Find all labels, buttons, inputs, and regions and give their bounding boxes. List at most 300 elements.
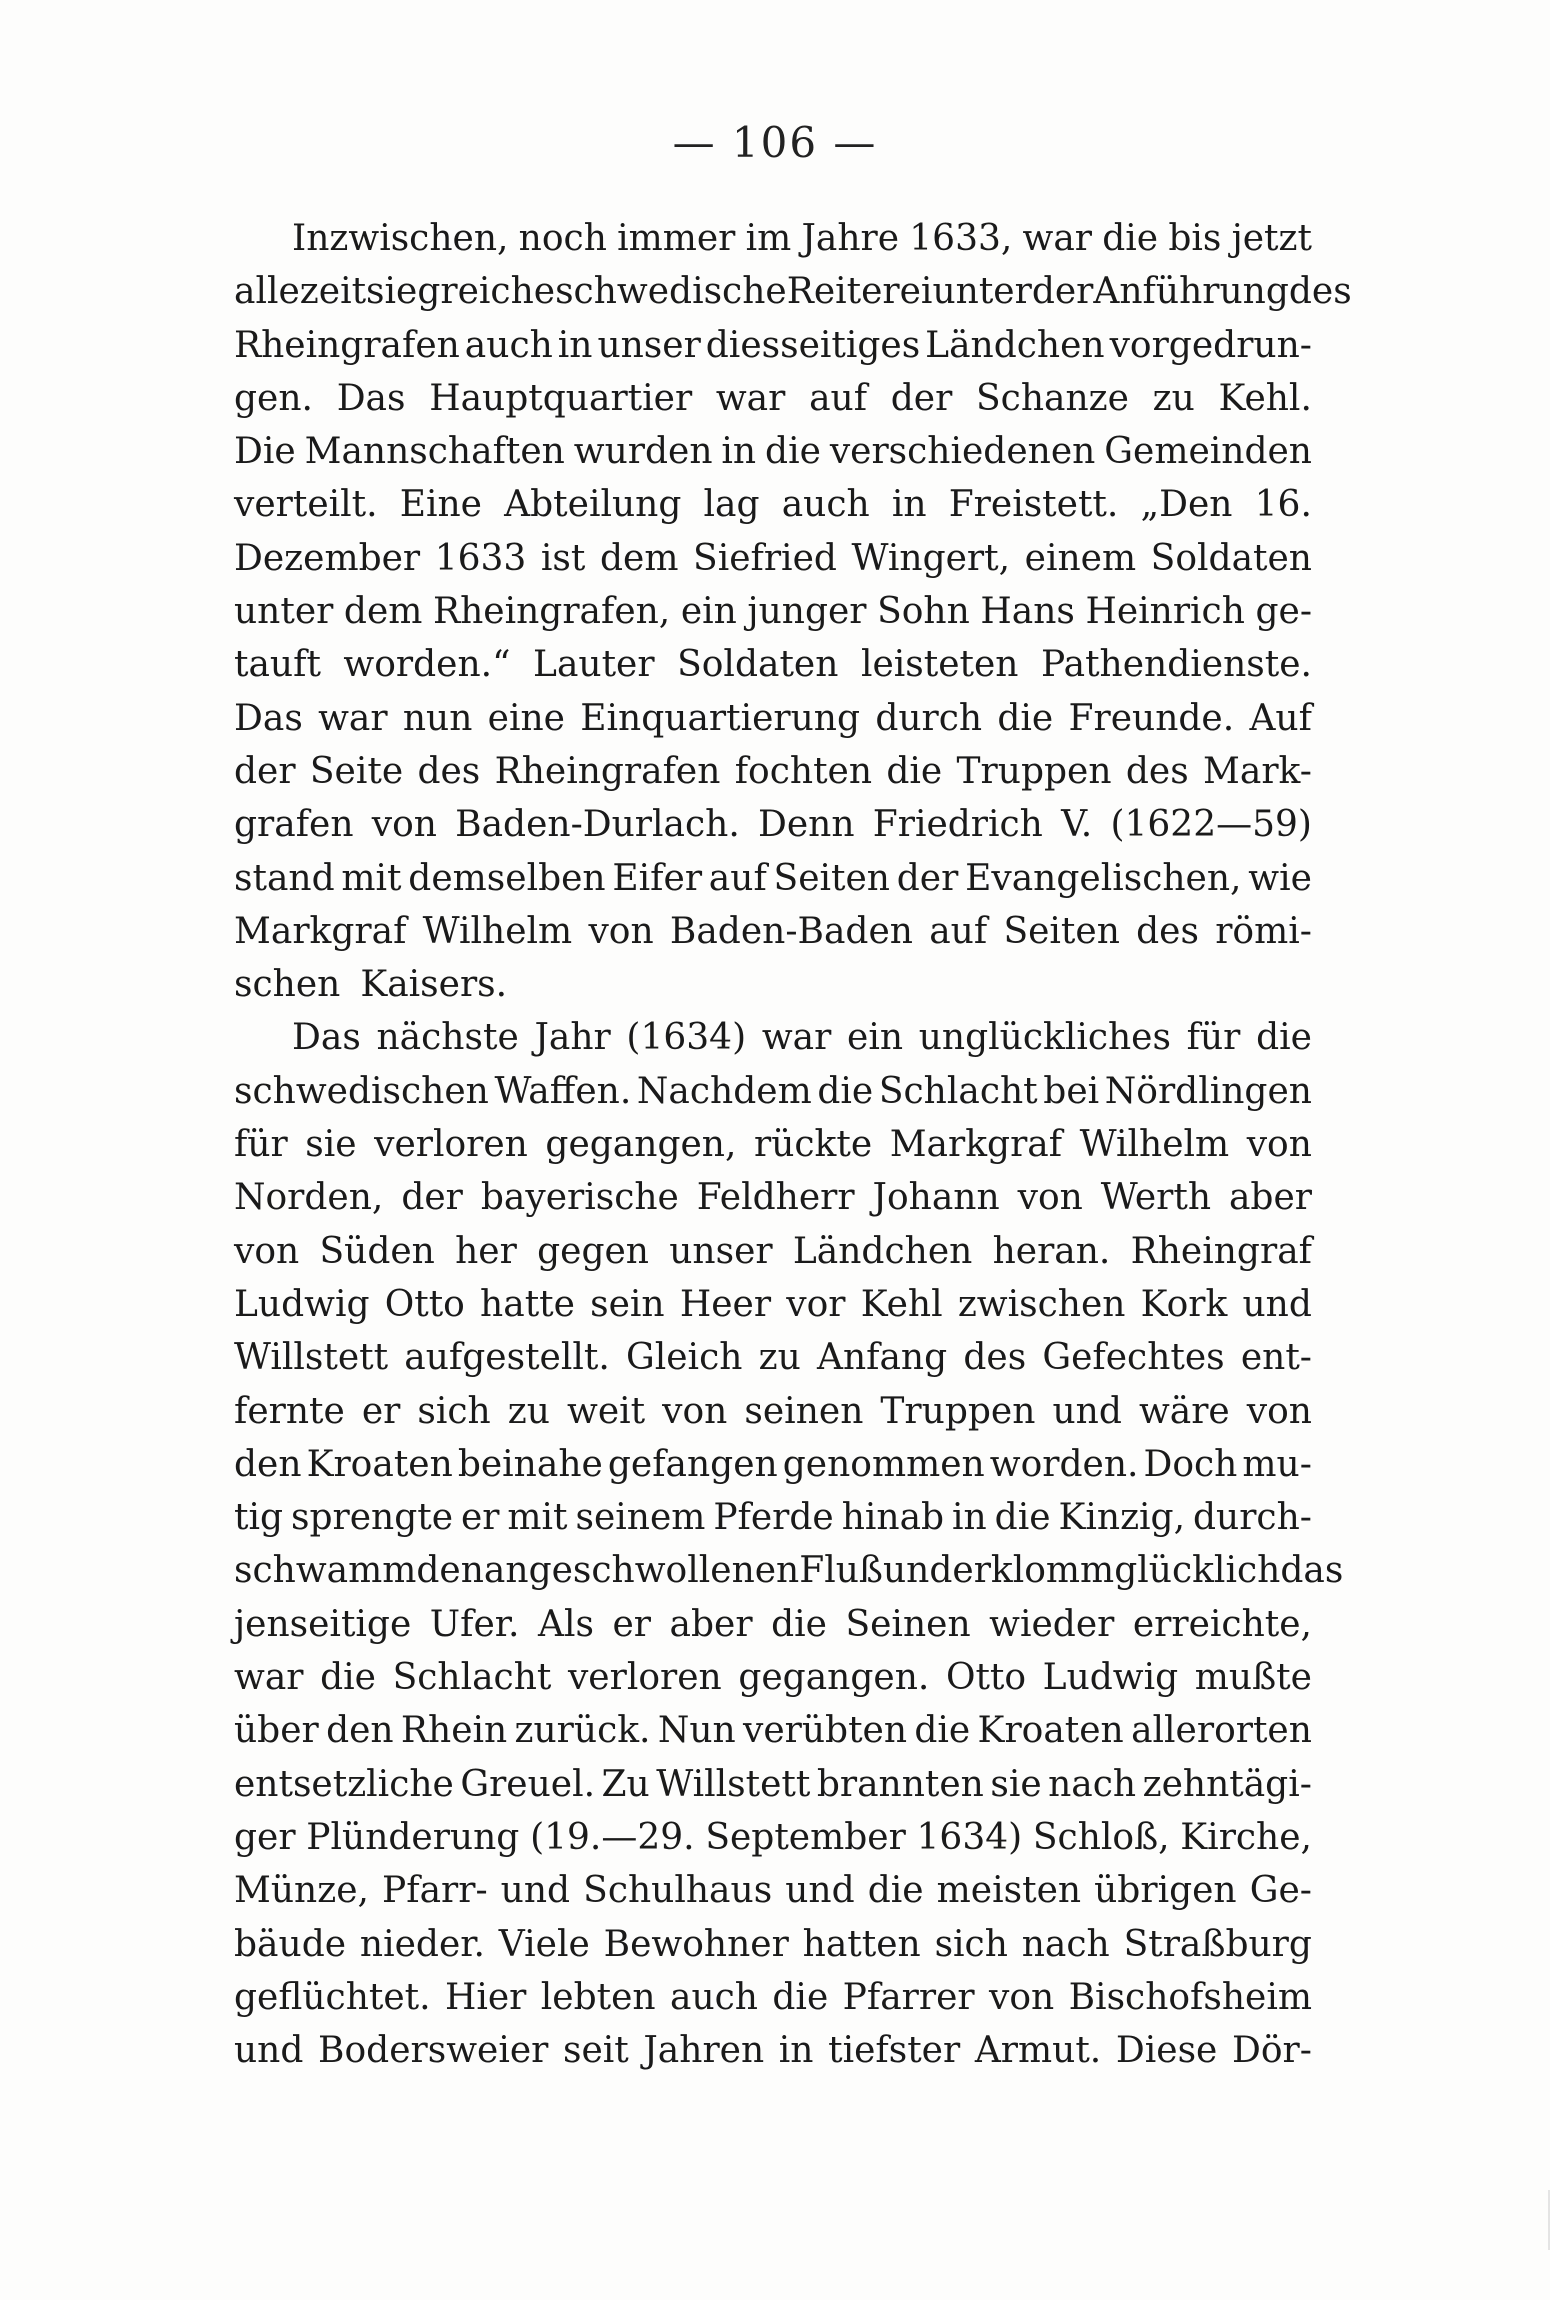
- word: im: [745, 218, 792, 259]
- word: seinen: [744, 1390, 864, 1432]
- word: Kehl: [860, 1283, 943, 1325]
- word: wurden: [573, 431, 713, 473]
- word: schen: [234, 964, 341, 1006]
- word: bis: [1168, 218, 1222, 259]
- word: sich: [417, 1390, 491, 1432]
- word: verloren: [567, 1657, 722, 1699]
- word: Jahre: [801, 218, 900, 259]
- word: war: [318, 697, 388, 739]
- word: September: [705, 1816, 906, 1858]
- word: (19.—29.: [530, 1816, 695, 1858]
- word: 1634): [916, 1816, 1023, 1858]
- word: rückte: [753, 1124, 873, 1166]
- page-number: — 106 —: [672, 118, 878, 167]
- text-line: [234, 692, 1312, 745]
- word: Ländchen: [792, 1230, 973, 1272]
- word: Schulhaus: [583, 1870, 773, 1912]
- word: Gleich: [625, 1337, 743, 1379]
- word: Markgraf: [234, 910, 407, 952]
- word: Anfang: [816, 1337, 948, 1379]
- word: zehntägi-: [1142, 1763, 1312, 1805]
- word: Schlacht: [878, 1070, 1038, 1112]
- text-line: [234, 478, 1312, 531]
- word: gegangen.: [738, 1657, 930, 1699]
- word: Wilhelm: [1079, 1124, 1230, 1166]
- word: Bodersweier: [318, 2030, 549, 2072]
- word: siegreiche: [366, 271, 556, 313]
- word: Pfarr-: [382, 1870, 488, 1912]
- word: Nun: [657, 1710, 736, 1752]
- word: mußte: [1194, 1657, 1312, 1699]
- word: Rheingrafen: [234, 324, 460, 366]
- word: sie: [305, 1124, 357, 1166]
- text-line: [234, 1171, 1312, 1224]
- word: Doch: [1143, 1443, 1238, 1485]
- text-line: [234, 638, 1312, 691]
- text-line: [234, 1331, 1312, 1384]
- word: lebten: [540, 1976, 656, 2018]
- word: 16.: [1254, 484, 1312, 526]
- word: Kork: [1140, 1283, 1228, 1325]
- word: Das: [292, 1017, 361, 1059]
- word: aufgestellt.: [404, 1337, 610, 1379]
- word: beinahe: [457, 1443, 603, 1485]
- word: Truppen: [956, 750, 1112, 792]
- word: unter: [932, 271, 1032, 313]
- word: hatte: [480, 1283, 575, 1325]
- word: sprengte: [290, 1497, 454, 1539]
- word: ger: [234, 1816, 296, 1858]
- word: Pfarrer: [842, 1976, 975, 2018]
- text-line: [234, 905, 1312, 958]
- word: genommen: [782, 1443, 985, 1485]
- word: auch: [464, 324, 553, 366]
- word: er: [361, 1390, 401, 1432]
- word: und: [500, 1870, 571, 1912]
- word: gen.: [234, 377, 313, 419]
- word: Werth: [1100, 1177, 1211, 1219]
- word: verübten: [743, 1710, 908, 1752]
- word: 1633: [434, 537, 527, 579]
- word: zwischen: [957, 1283, 1126, 1325]
- word: diesseitiges: [705, 324, 921, 366]
- word: unser: [669, 1230, 773, 1272]
- word: Siefried: [693, 537, 837, 579]
- word: dem: [599, 537, 679, 579]
- word: Heer: [679, 1283, 772, 1325]
- word: war: [761, 1017, 832, 1059]
- word: von: [588, 910, 654, 952]
- word: durch: [875, 697, 983, 739]
- word: allezeit: [234, 271, 367, 313]
- word: der: [234, 750, 296, 792]
- word: fochten: [734, 750, 873, 792]
- word: worden.: [989, 1443, 1139, 1485]
- word: war: [234, 1657, 304, 1699]
- word: Nachdem: [636, 1070, 812, 1112]
- text-line: [234, 372, 1312, 425]
- word: er: [460, 1497, 500, 1539]
- word: seit: [562, 2030, 629, 2072]
- word: unter: [234, 591, 334, 633]
- word: (1622—59): [1110, 804, 1312, 846]
- word: mu-: [1242, 1443, 1312, 1485]
- word: Kinzig,: [1058, 1497, 1186, 1539]
- word: und: [234, 2030, 304, 2072]
- word: die: [772, 1976, 829, 2018]
- word: die: [1102, 218, 1159, 259]
- word: Freistett.: [948, 484, 1119, 526]
- word: des: [1136, 910, 1199, 952]
- word: glücklich: [1114, 1550, 1281, 1592]
- word: Gemeinden: [1104, 431, 1312, 473]
- word: für: [1186, 1017, 1241, 1059]
- word: Denn: [758, 804, 855, 846]
- word: sein: [590, 1283, 665, 1325]
- word: mit: [507, 1497, 568, 1539]
- word: Rhein: [400, 1710, 508, 1752]
- word: das: [1280, 1550, 1344, 1592]
- word: Münze,: [234, 1870, 369, 1912]
- word: und: [1052, 1390, 1122, 1432]
- word: Wilhelm: [422, 910, 573, 952]
- word: von: [989, 1976, 1055, 2018]
- word: war: [715, 377, 786, 419]
- word: allerorten: [1131, 1710, 1312, 1752]
- word: immer: [617, 218, 736, 259]
- text-line: [234, 1971, 1312, 2024]
- word: auf: [809, 377, 868, 419]
- word: des: [963, 1337, 1027, 1379]
- paragraph: [234, 212, 1352, 1011]
- word: nach: [1021, 1923, 1110, 1965]
- word: die: [997, 697, 1054, 739]
- word: (1634): [626, 1017, 747, 1059]
- word: Kehl.: [1218, 377, 1312, 419]
- word: Hier: [444, 1976, 527, 2018]
- text-line: [234, 1491, 1312, 1544]
- word: wie: [1248, 857, 1312, 899]
- word: gegen: [537, 1230, 649, 1272]
- word: mit: [341, 857, 402, 899]
- word: Auf: [1249, 697, 1312, 739]
- word: Mark-: [1203, 750, 1312, 792]
- word: auch: [781, 484, 870, 526]
- word: schwamm: [234, 1550, 417, 1592]
- word: „Den: [1140, 484, 1233, 526]
- word: schwedische: [555, 271, 787, 313]
- word: die: [771, 1603, 827, 1645]
- word: Mannschaften: [304, 431, 565, 473]
- word: erklomm: [952, 1550, 1115, 1592]
- word: fernte: [234, 1390, 345, 1432]
- word: Abteilung: [504, 484, 682, 526]
- word: die: [320, 1657, 376, 1699]
- word: Bewohner: [603, 1923, 789, 1965]
- word: vor: [786, 1283, 846, 1325]
- word: die: [867, 1870, 924, 1912]
- word: Eifer: [612, 857, 703, 899]
- word: demselben: [408, 857, 606, 899]
- word: der: [1031, 271, 1094, 313]
- word: bayerische: [480, 1177, 679, 1219]
- word: Fluß: [799, 1550, 883, 1592]
- text-line: [234, 745, 1312, 798]
- word: Nördlingen: [1104, 1070, 1312, 1112]
- word: in: [721, 431, 757, 473]
- word: Wingert,: [851, 537, 1011, 579]
- word: Heinrich: [1085, 591, 1245, 633]
- word: Seiten: [773, 857, 890, 899]
- word: tig: [234, 1497, 284, 1539]
- word: noch: [518, 218, 607, 259]
- text-line: [234, 1811, 1312, 1864]
- word: Plünderung: [306, 1816, 520, 1858]
- word: aber: [669, 1603, 753, 1645]
- word: Waffen.: [494, 1070, 632, 1112]
- text-line: [234, 852, 1312, 905]
- word: Inzwischen,: [292, 218, 509, 259]
- text-line: [234, 2024, 1312, 2077]
- word: hatten: [802, 1923, 921, 1965]
- text-line: [234, 958, 1312, 1011]
- text-line: [234, 1118, 1312, 1171]
- word: Seiten: [1003, 910, 1120, 952]
- word: Als: [537, 1603, 594, 1645]
- word: Kroaten: [306, 1443, 453, 1485]
- word: ge-: [1255, 591, 1312, 633]
- text-line: [234, 265, 1352, 318]
- word: Jahr: [534, 1017, 611, 1059]
- word: ent-: [1240, 1337, 1312, 1379]
- word: meisten: [936, 1870, 1082, 1912]
- word: nächste: [376, 1017, 519, 1059]
- word: brannten: [816, 1763, 984, 1805]
- text-line: [234, 319, 1312, 372]
- word: bei: [1043, 1070, 1100, 1112]
- body-text: [234, 212, 1352, 2077]
- word: Ge-: [1249, 1870, 1312, 1912]
- word: junger: [747, 591, 867, 633]
- word: stand: [234, 857, 335, 899]
- word: Dezember: [234, 537, 421, 579]
- word: verloren: [374, 1124, 528, 1166]
- word: ein: [680, 591, 737, 633]
- word: Rheingraf: [1130, 1230, 1312, 1272]
- word: Pathendienste.: [1041, 644, 1312, 686]
- text-line: [234, 1598, 1312, 1651]
- word: tauft: [234, 644, 321, 686]
- word: der: [401, 1177, 463, 1219]
- word: Die: [234, 431, 296, 473]
- word: in: [778, 2030, 814, 2072]
- word: die: [886, 750, 943, 792]
- word: Seite: [309, 750, 404, 792]
- word: Diese: [1115, 2030, 1218, 2072]
- word: in: [557, 324, 593, 366]
- word: zu: [1152, 377, 1195, 419]
- word: Anführung: [1093, 271, 1289, 313]
- word: für: [234, 1124, 288, 1166]
- word: Kroaten: [977, 1710, 1124, 1752]
- word: dem: [343, 591, 423, 633]
- word: Friedrich: [872, 804, 1043, 846]
- word: hinab: [841, 1497, 945, 1539]
- word: übrigen: [1094, 1870, 1237, 1912]
- word: Einquartierung: [580, 697, 861, 739]
- word: Baden-Durlach.: [455, 804, 740, 846]
- word: und: [1242, 1283, 1312, 1325]
- word: Eine: [399, 484, 482, 526]
- word: Otto: [945, 1657, 1027, 1699]
- word: unglückliches: [918, 1017, 1171, 1059]
- text-line: [234, 585, 1312, 638]
- word: die: [765, 431, 821, 473]
- word: Bischofsheim: [1068, 1976, 1312, 2018]
- word: des: [1125, 750, 1189, 792]
- word: der: [890, 377, 953, 419]
- word: einem: [1024, 537, 1137, 579]
- word: nach: [1048, 1763, 1137, 1805]
- word: vorgedrun-: [1109, 324, 1312, 366]
- word: den: [416, 1550, 484, 1592]
- word: Soldaten: [677, 644, 839, 686]
- word: erreichte,: [1132, 1603, 1312, 1645]
- word: zu: [758, 1337, 801, 1379]
- text-line: [234, 1704, 1312, 1757]
- word: her: [455, 1230, 517, 1272]
- word: von: [1017, 1177, 1083, 1219]
- word: Süden: [319, 1230, 435, 1272]
- word: Otto: [384, 1283, 465, 1325]
- word: Gefechtes: [1042, 1337, 1225, 1379]
- text-line: [234, 1385, 1312, 1438]
- word: römi-: [1215, 910, 1312, 952]
- word: Evangelischen,: [965, 857, 1242, 899]
- word: von: [1246, 1124, 1312, 1166]
- word: Schloß,: [1032, 1816, 1170, 1858]
- text-line: [234, 425, 1312, 478]
- word: von: [234, 1230, 300, 1272]
- word: die: [1256, 1017, 1312, 1059]
- word: Das: [234, 697, 303, 739]
- text-line: [234, 1011, 1312, 1064]
- word: auch: [670, 1976, 758, 2018]
- word: die: [914, 1710, 971, 1752]
- word: Rheingrafen,: [432, 591, 671, 633]
- text-line: [234, 1651, 1312, 1704]
- word: Feldherr: [696, 1177, 855, 1219]
- word: Schanze: [976, 377, 1129, 419]
- text-line: [234, 1225, 1312, 1278]
- word: Zu: [601, 1763, 650, 1805]
- word: und: [882, 1550, 953, 1592]
- word: ist: [540, 537, 586, 579]
- word: geflüchtet.: [234, 1976, 431, 2018]
- word: sie: [990, 1763, 1042, 1805]
- text-line: [234, 798, 1312, 851]
- word: von: [662, 1390, 728, 1432]
- word: Ufer.: [429, 1603, 520, 1645]
- word: Jahren: [643, 2030, 765, 2072]
- word: leisteten: [860, 644, 1019, 686]
- word: unser: [597, 324, 701, 366]
- word: Seinen: [845, 1603, 971, 1645]
- word: V.: [1061, 804, 1093, 846]
- word: Norden,: [234, 1177, 384, 1219]
- word: eine: [487, 697, 565, 739]
- word: nieder.: [359, 1923, 485, 1965]
- word: Johann: [872, 1177, 1000, 1219]
- word: Ludwig: [234, 1283, 370, 1325]
- text-line: [234, 1544, 1344, 1597]
- word: Kaisers.: [360, 964, 508, 1006]
- word: sich: [934, 1923, 1008, 1965]
- word: zurück.: [514, 1710, 651, 1752]
- text-line: [234, 532, 1312, 585]
- word: verteilt.: [234, 484, 378, 526]
- word: Ludwig: [1042, 1657, 1179, 1699]
- word: in: [952, 1497, 987, 1539]
- text-line: [234, 1065, 1312, 1118]
- word: durch-: [1192, 1497, 1312, 1539]
- word: von: [1246, 1390, 1312, 1432]
- word: jenseitige: [234, 1603, 412, 1645]
- word: ein: [847, 1017, 904, 1059]
- word: wieder: [989, 1603, 1115, 1645]
- word: in: [891, 484, 927, 526]
- word: angeschwollenen: [483, 1550, 800, 1592]
- word: worden.“: [343, 644, 511, 686]
- paragraph: [234, 1011, 1344, 2077]
- word: Sohn: [877, 591, 970, 633]
- word: Soldaten: [1150, 537, 1312, 579]
- word: Hans: [980, 591, 1075, 633]
- word: er: [612, 1603, 652, 1645]
- word: Lauter: [533, 644, 655, 686]
- word: gegangen,: [545, 1124, 737, 1166]
- text-line: [234, 1438, 1312, 1491]
- word: auf: [929, 910, 988, 952]
- text-line: [234, 1758, 1312, 1811]
- word: 1633,: [909, 218, 1013, 259]
- word: Rheingrafen: [494, 750, 721, 792]
- word: wäre: [1138, 1390, 1230, 1432]
- word: auf: [708, 857, 767, 899]
- word: Dör-: [1231, 2030, 1312, 2072]
- word: war: [1022, 218, 1093, 259]
- word: entsetzliche: [234, 1763, 454, 1805]
- text-line: [234, 1918, 1312, 1971]
- word: seinem: [575, 1497, 706, 1539]
- word: schwedischen: [234, 1070, 489, 1112]
- word: gefangen: [607, 1443, 778, 1485]
- word: Ländchen: [925, 324, 1105, 366]
- word: verschiedenen: [829, 431, 1096, 473]
- word: Das: [336, 377, 406, 419]
- word: nun: [402, 697, 473, 739]
- word: heran.: [992, 1230, 1111, 1272]
- word: Straßburg: [1123, 1923, 1312, 1965]
- word: Hauptquartier: [429, 377, 693, 419]
- word: Kirche,: [1180, 1816, 1312, 1858]
- word: Armut.: [974, 2030, 1102, 2072]
- text-line: [234, 1278, 1312, 1331]
- word: den: [234, 1443, 302, 1485]
- word: Baden-Baden: [669, 910, 913, 952]
- word: aber: [1228, 1177, 1312, 1219]
- word: grafen: [234, 804, 354, 846]
